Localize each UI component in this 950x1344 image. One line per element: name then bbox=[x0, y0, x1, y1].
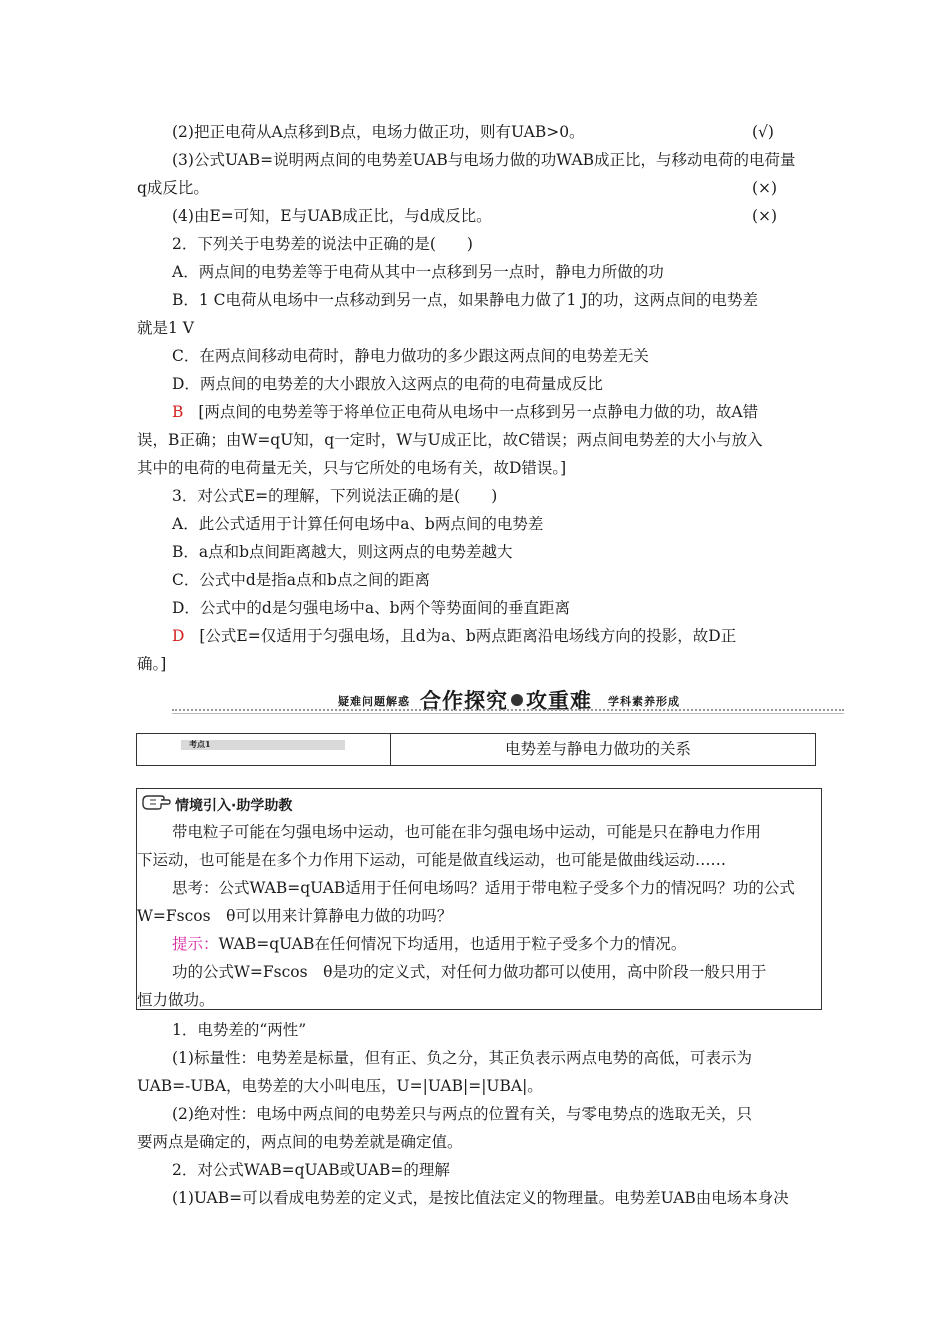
judge-mark-2: (√) bbox=[752, 123, 774, 141]
section-1-heading: 1．电势差的“两性” bbox=[172, 1021, 307, 1039]
scalar-property-line1: (1)标量性：电势差是标量，但有正、负之分，其正负表示两点电势的高低，可表示为 bbox=[172, 1049, 752, 1067]
q2-answer: B bbox=[172, 403, 184, 421]
q3-option-c: C．公式中d是指a点和b点之间的距离 bbox=[172, 571, 430, 589]
q2-option-b-line2: 就是1 V bbox=[137, 319, 194, 337]
context-hint-line bbox=[172, 934, 686, 954]
pointing-hand-icon bbox=[141, 791, 171, 811]
q3-option-a: A．此公式适用于计算任何电场中a、b两点间的电势差 bbox=[172, 515, 544, 533]
section-banner bbox=[172, 685, 844, 717]
context-p1-line1: 带电粒子可能在匀强电场中运动，也可能在非匀强电场中运动，可能是只在静电力作用 bbox=[172, 823, 762, 841]
banner-main-b: 攻重难 bbox=[526, 689, 592, 713]
q3-stem: 3．对公式E=的理解，下列说法正确的是( ) bbox=[172, 487, 498, 505]
q2-option-b-line1: B．1 C电荷从电场中一点移动到另一点，如果静电力做了1 J的功，这两点间的电势差 bbox=[172, 291, 759, 309]
item-4: (4)由E=可知，E与UAB成正比，与d成反比。 bbox=[172, 207, 492, 225]
topic-tag bbox=[181, 740, 345, 750]
q2-explanation-line2: 误，B正确；由W=qU知，q一定时，W与U成正比，故C错误；两点间电势差的大小与放入 bbox=[137, 431, 763, 449]
banner-dotted-rule bbox=[172, 709, 844, 711]
context-p3-line2: 恒力做功。 bbox=[137, 991, 215, 1009]
q2-option-c: C．在两点间移动电荷时，静电力做功的多少跟这两点间的电势差无关 bbox=[172, 347, 649, 365]
topic-tag-cell bbox=[137, 734, 391, 765]
topic-header-table bbox=[136, 733, 816, 766]
q3-explanation-line2: 确。] bbox=[137, 655, 167, 673]
hint-label: 提示： bbox=[172, 935, 219, 953]
banner-solid-rule bbox=[172, 713, 844, 714]
q3-option-b: B．a点和b点间距离越大，则这两点的电势差越大 bbox=[172, 543, 513, 561]
item-3-line1: (3)公式UAB=说明两点间的电势差UAB与电场力做的功WAB成正比，与移动电荷的电荷量 bbox=[172, 151, 796, 169]
section-2-heading: 2．对公式WAB=qUAB或UAB=的理解 bbox=[172, 1161, 450, 1179]
q3-option-d: D．公式中的d是匀强电场中a、b两个等势面间的垂直距离 bbox=[172, 599, 571, 617]
context-p2-line1: 思考：公式WAB=qUAB适用于任何电场吗？适用于带电粒子受多个力的情况吗？功的公式 bbox=[172, 879, 795, 897]
q2-option-a: A．两点间的电势差等于电荷从其中一点移到另一点时，静电力所做的功 bbox=[172, 263, 664, 281]
formula-understanding-line1: (1)UAB=可以看成电势差的定义式，是按比值法定义的物理量。电势差UAB由电场本身决 bbox=[172, 1189, 789, 1207]
hint-text: WAB=qUAB在任何情况下均适用，也适用于粒子受多个力的情况。 bbox=[218, 935, 687, 953]
context-p2-line2: W=Fscos θ可以用来计算静电力做的功吗？ bbox=[137, 907, 453, 925]
q3-answer: D bbox=[172, 627, 185, 645]
context-p3-line1: 功的公式W=Fscos θ是功的定义式，对任何力做功都可以使用，高中阶段一般只用于 bbox=[172, 963, 767, 981]
q3-explanation-text1: [公式E=仅适用于匀强电场，且d为a、b两点距离沿电场线方向的投影，故D正 bbox=[199, 627, 737, 645]
q3-explanation-line1 bbox=[172, 626, 736, 646]
absolute-property-line2: 要两点是确定的，两点间的电势差就是确定值。 bbox=[137, 1133, 463, 1151]
q2-option-d: D．两点间的电势差的大小跟放入这两点的电荷的电荷量成反比 bbox=[172, 375, 603, 393]
judge-mark-3: (×) bbox=[752, 179, 778, 197]
q2-explanation-line1 bbox=[172, 402, 758, 422]
judge-mark-4: (×) bbox=[752, 207, 778, 225]
q2-explanation-text1: [两点间的电势差等于将单位正电荷从电场中一点移到另一点静电力做的功，故A错 bbox=[198, 403, 759, 421]
item-2: (2)把正电荷从A点移到B点，电场力做正功，则有UAB>0。 bbox=[172, 123, 585, 141]
banner-left-text: 疑难问题解惑 bbox=[338, 695, 410, 708]
q2-stem: 2．下列关于电势差的说法中正确的是( ) bbox=[172, 235, 473, 253]
absolute-property-line1: (2)绝对性：电场中两点间的电势差只与两点的位置有关，与零电势点的选取无关，只 bbox=[172, 1105, 752, 1123]
topic-tag-label: 考点1 bbox=[189, 739, 211, 749]
context-box-header: 情境引入·助学助教 bbox=[175, 798, 293, 814]
banner-right-text: 学科素养形成 bbox=[608, 695, 680, 708]
context-p1-line2: 下运动，也可能是在多个力作用下运动，可能是做直线运动，也可能是做曲线运动…… bbox=[137, 851, 727, 869]
q2-explanation-line3: 其中的电荷的电荷量无关，只与它所处的电场有关，故D错误。] bbox=[137, 459, 567, 477]
banner-dot-icon bbox=[511, 694, 523, 706]
scalar-property-line2: UAB=-UBA，电势差的大小叫电压，U=|UAB|=|UBA|。 bbox=[137, 1077, 543, 1095]
topic-title: 电势差与静电力做功的关系 bbox=[505, 740, 692, 758]
item-3-line2: q成反比。 bbox=[137, 179, 209, 197]
banner-main-a: 合作探究 bbox=[420, 689, 508, 713]
